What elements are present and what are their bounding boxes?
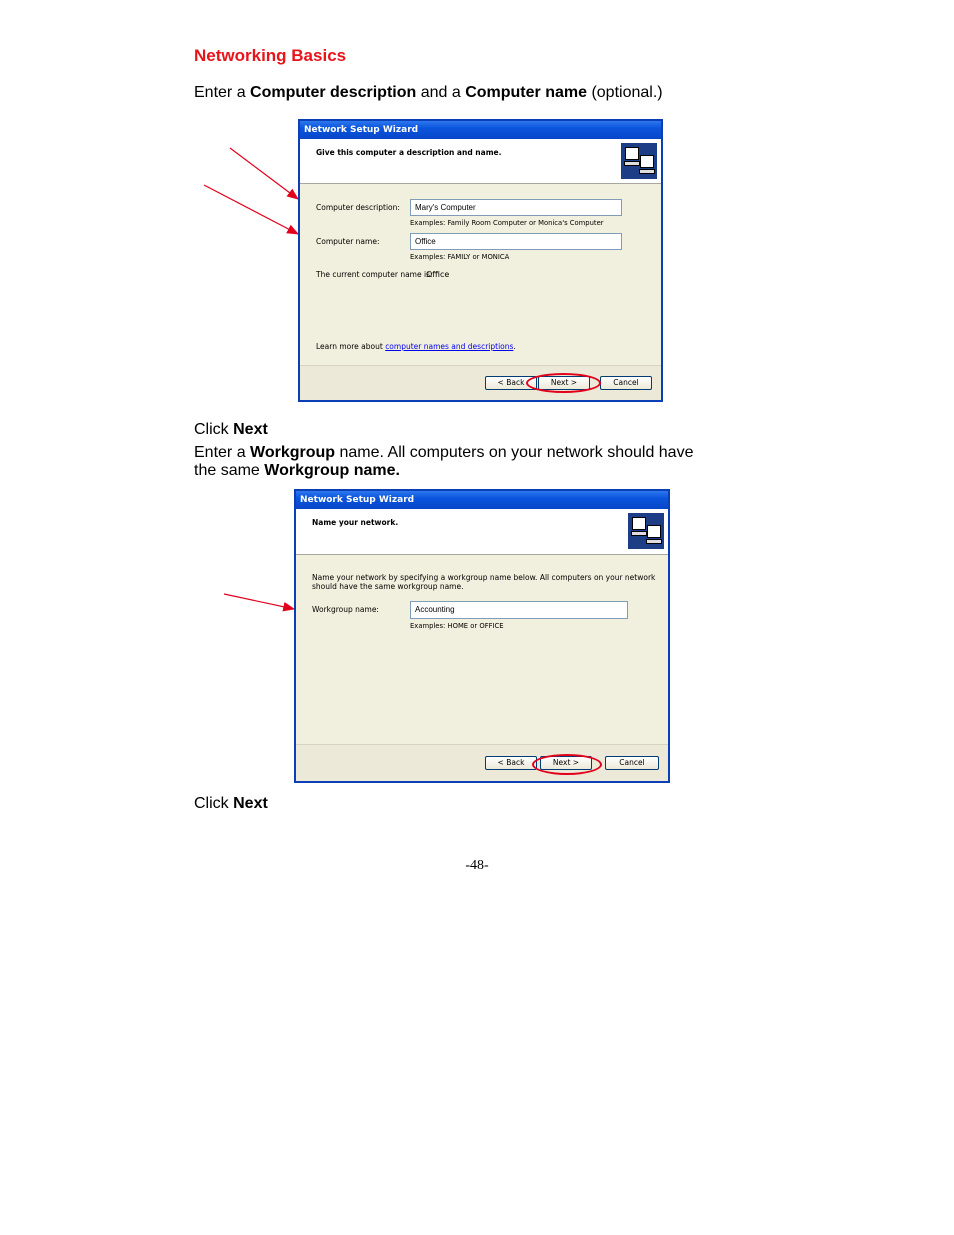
header-title: Name your network. xyxy=(312,518,399,527)
name-example: Examples: FAMILY or MONICA xyxy=(410,253,510,261)
workgroup-input[interactable]: Accounting xyxy=(410,601,628,619)
instruction-step1: Enter a Computer description and a Computer name (optional.) xyxy=(194,84,663,101)
window-titlebar[interactable]: Network Setup Wizard xyxy=(296,491,668,509)
network-computers-icon xyxy=(621,143,657,179)
computer-name-input[interactable]: Office xyxy=(410,233,622,250)
wizard-body xyxy=(296,555,668,745)
arrow-to-workgroup xyxy=(224,594,294,609)
current-name-label: The current computer name is: xyxy=(316,270,433,279)
workgroup-example: Examples: HOME or OFFICE xyxy=(410,622,504,630)
description-example: Examples: Family Room Computer or Monica's Computer xyxy=(410,219,604,227)
page-heading: Networking Basics xyxy=(194,46,347,65)
back-button[interactable]: < Back xyxy=(485,756,537,770)
back-button[interactable]: < Back xyxy=(485,376,537,390)
network-computers-icon xyxy=(628,513,664,549)
page-number: -48- xyxy=(465,858,489,873)
next-highlight-oval xyxy=(526,373,601,393)
wizard-footer xyxy=(296,744,668,781)
next-button[interactable]: Next > xyxy=(538,376,590,390)
instruction-step2: Enter a Workgroup name. All computers on your network should have the same Workgroup name. xyxy=(194,444,694,479)
arrow-to-description xyxy=(230,148,298,199)
wizard-body xyxy=(300,184,661,366)
cancel-button[interactable]: Cancel xyxy=(600,376,652,390)
learn-more-text: Learn more about computer names and descriptions. xyxy=(316,342,516,351)
header-title: Give this computer a description and name. xyxy=(316,148,502,157)
computer-description-label: Computer description: xyxy=(316,203,400,212)
next-highlight-oval xyxy=(532,754,602,775)
workgroup-label: Workgroup name: xyxy=(312,605,379,614)
wizard-window-computer-name xyxy=(298,119,663,402)
window-titlebar[interactable]: Network Setup Wizard xyxy=(300,121,661,139)
wizard-header xyxy=(300,139,661,184)
cancel-button[interactable]: Cancel xyxy=(605,756,659,770)
next-button[interactable]: Next > xyxy=(540,756,592,770)
computer-description-input[interactable]: Mary's Computer xyxy=(410,199,622,216)
instruction-click-next-2: Click Next xyxy=(194,795,268,812)
wizard-footer xyxy=(300,365,661,400)
wizard-header xyxy=(296,509,668,555)
computer-name-label: Computer name: xyxy=(316,237,380,246)
wizard-window-workgroup xyxy=(294,489,670,783)
current-name-value: Office xyxy=(426,270,450,279)
learn-more-link[interactable]: computer names and descriptions xyxy=(385,342,514,351)
instruction-click-next-1: Click Next xyxy=(194,421,268,438)
arrow-to-computer-name xyxy=(204,185,298,234)
workgroup-intro-line2: should have the same workgroup name. xyxy=(312,582,464,591)
workgroup-intro-line1: Name your network by specifying a workgroup name below. All computers on your network xyxy=(312,573,656,582)
